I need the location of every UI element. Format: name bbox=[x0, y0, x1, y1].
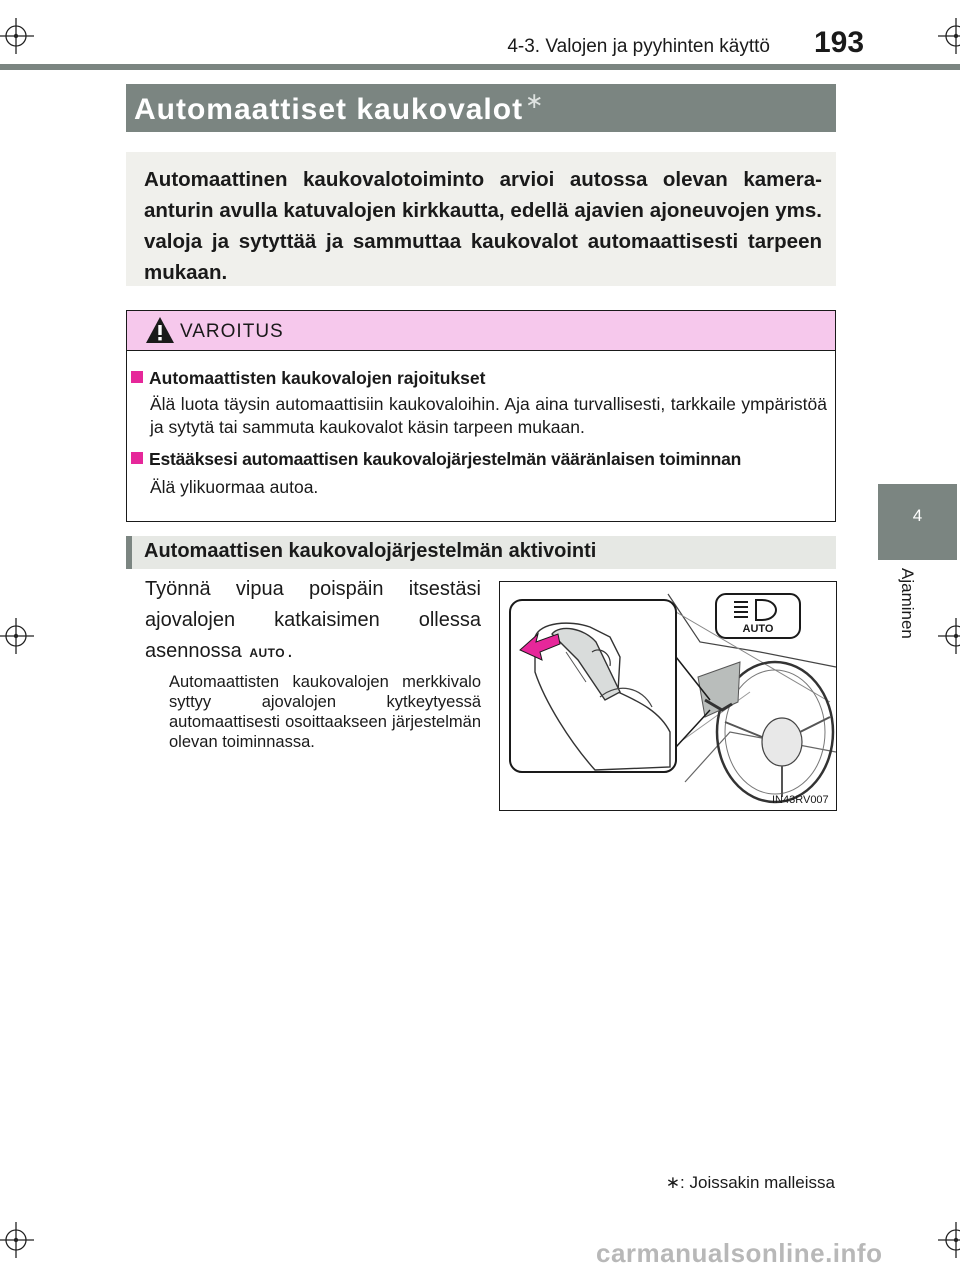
warning-item-heading bbox=[131, 368, 827, 389]
warning-triangle-icon bbox=[145, 316, 175, 344]
registration-mark-icon bbox=[0, 618, 34, 654]
chapter-number: 4 bbox=[912, 506, 923, 525]
intro-text: Automaattinen kaukovalotoiminto arvioi autossa olevan kamera-anturin avulla katuvalojen kirkkautta, edellä ajavien ajoneuvojen yms. valoja ja sytyttää ja sammuttaa kaukovalot automaattisesti tarpeen mukaan. bbox=[144, 168, 822, 284]
page-title-text: Automaattiset kaukovalot bbox=[134, 93, 524, 126]
registration-mark-icon bbox=[0, 1222, 34, 1258]
warning-item-body: Älä ylikuormaa autoa. bbox=[150, 477, 319, 497]
warning-label: VAROITUS bbox=[180, 321, 284, 342]
instruction-text bbox=[145, 574, 481, 669]
auto-position-symbol: AUTO bbox=[249, 646, 286, 660]
header-rule bbox=[0, 64, 960, 70]
square-bullet-icon bbox=[131, 371, 143, 383]
header-section-title: 4-3. Valojen ja pyyhinten käyttö bbox=[507, 36, 770, 57]
steering-lever-illustration bbox=[500, 582, 836, 810]
page-number: 193 bbox=[814, 26, 865, 59]
section-heading-accent bbox=[126, 536, 132, 569]
figure-code: IN43RV007 bbox=[772, 794, 829, 806]
registration-mark-icon bbox=[938, 18, 960, 54]
warning-item bbox=[131, 449, 827, 499]
footnote-text: : Joissakin malleissa bbox=[680, 1173, 835, 1192]
warning-item bbox=[131, 368, 827, 439]
page-title bbox=[134, 88, 545, 127]
warning-item-heading-text: Automaattisten kaukovalojen rajoitukset bbox=[149, 368, 486, 388]
warning-item-heading bbox=[131, 449, 827, 470]
warning-item-body: Älä luota täysin automaattisiin kaukovaloihin. Aja aina turvallisesti, tarkkaile ympäristöä ja sytytä tai sammuta kaukovalot käsin tarpeen mukaan. bbox=[150, 394, 827, 437]
section-heading: Automaattisen kaukovalojärjestelmän aktivointi bbox=[144, 540, 597, 562]
square-bullet-icon bbox=[131, 452, 143, 464]
figure-illustration bbox=[499, 581, 837, 811]
warning-item-heading-text: Estääksesi automaattisen kaukovalojärjestelmän vääränlaisen toiminnan bbox=[149, 449, 742, 469]
instruction-text-main: Työnnä vipua poispäin itsestäsi ajovalojen katkaisimen ollessa asennossa bbox=[145, 578, 481, 662]
chapter-label-text: Ajaminen bbox=[898, 568, 917, 639]
title-marker: ∗ bbox=[525, 88, 545, 113]
footnote bbox=[666, 1173, 835, 1193]
note-text: Automaattisten kaukovalojen merkkivalo syttyy ajovalojen kytkeytyessä automaattisesti osoittaakseen järjestelmän olevan toiminnassa. bbox=[169, 673, 481, 751]
registration-mark-icon bbox=[0, 18, 34, 54]
registration-mark-icon bbox=[938, 618, 960, 654]
indicator-auto-label: AUTO bbox=[742, 623, 774, 635]
instruction-text-end: . bbox=[287, 640, 293, 662]
watermark: carmanualsonline.info bbox=[596, 1238, 883, 1268]
footnote-marker: ∗ bbox=[665, 1173, 681, 1192]
chapter-label bbox=[895, 568, 919, 658]
registration-mark-icon bbox=[938, 1222, 960, 1258]
